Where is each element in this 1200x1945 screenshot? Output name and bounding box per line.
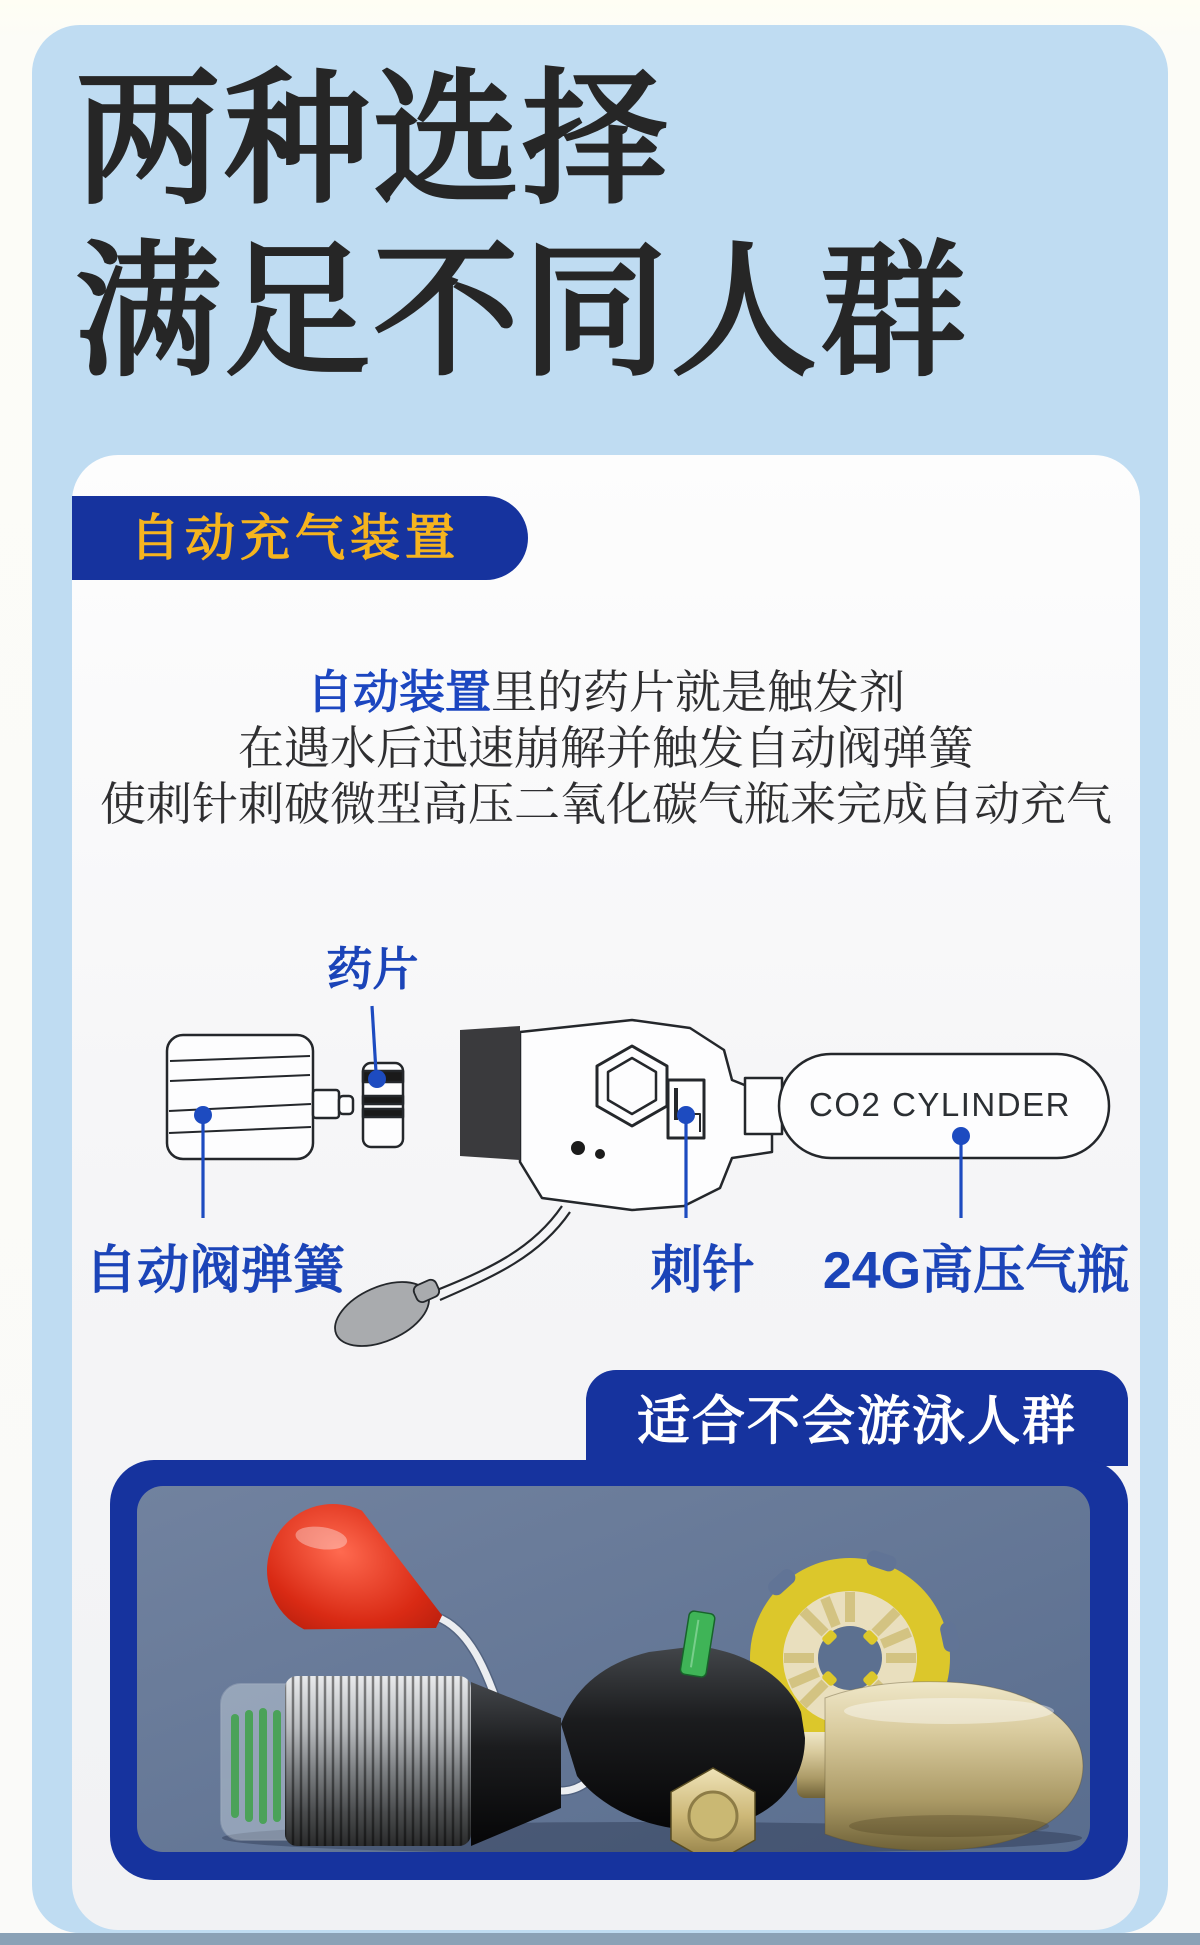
section-badge-label: 自动充气装置 [130, 510, 460, 566]
canister-outline [167, 1035, 313, 1159]
label-needle: 刺针 [650, 1242, 755, 1300]
product-photo [137, 1486, 1090, 1852]
page-title [75, 54, 1125, 399]
audience-tab [586, 1370, 1128, 1466]
cylinder-neck [745, 1078, 782, 1134]
page-title-line2: 满足不同人群 [75, 230, 969, 394]
valve-dark-block [460, 1026, 520, 1160]
audience-tab-label: 适合不会游泳人群 [637, 1392, 1077, 1451]
intro-paragraph [72, 664, 1140, 832]
product-photo-scene [137, 1486, 1090, 1852]
intro-highlight: 自动装置 [307, 666, 491, 718]
section-badge [72, 496, 528, 580]
intro-line-1 [72, 664, 1140, 720]
page-title-line1: 两种选择 [75, 58, 671, 221]
label-gas-bottle: 24G高压气瓶 [822, 1242, 1130, 1300]
canister-nozzle [313, 1090, 339, 1118]
intro-line-2: 在遇水后迅速崩解并触发自动阀弹簧 [238, 722, 974, 774]
next-section-strip [0, 1933, 1200, 1945]
intro-line-3: 使刺针刺破微型高压二氧化碳气瓶来完成自动充气 [100, 778, 1112, 830]
intro-line-1-rest: 里的药片就是触发剂 [491, 666, 905, 718]
label-tablet: 药片 [326, 943, 419, 995]
cylinder-engraving: CO2 CYLINDER [809, 1086, 1071, 1123]
label-auto-valve-spring: 自动阀弹簧 [84, 1242, 345, 1300]
